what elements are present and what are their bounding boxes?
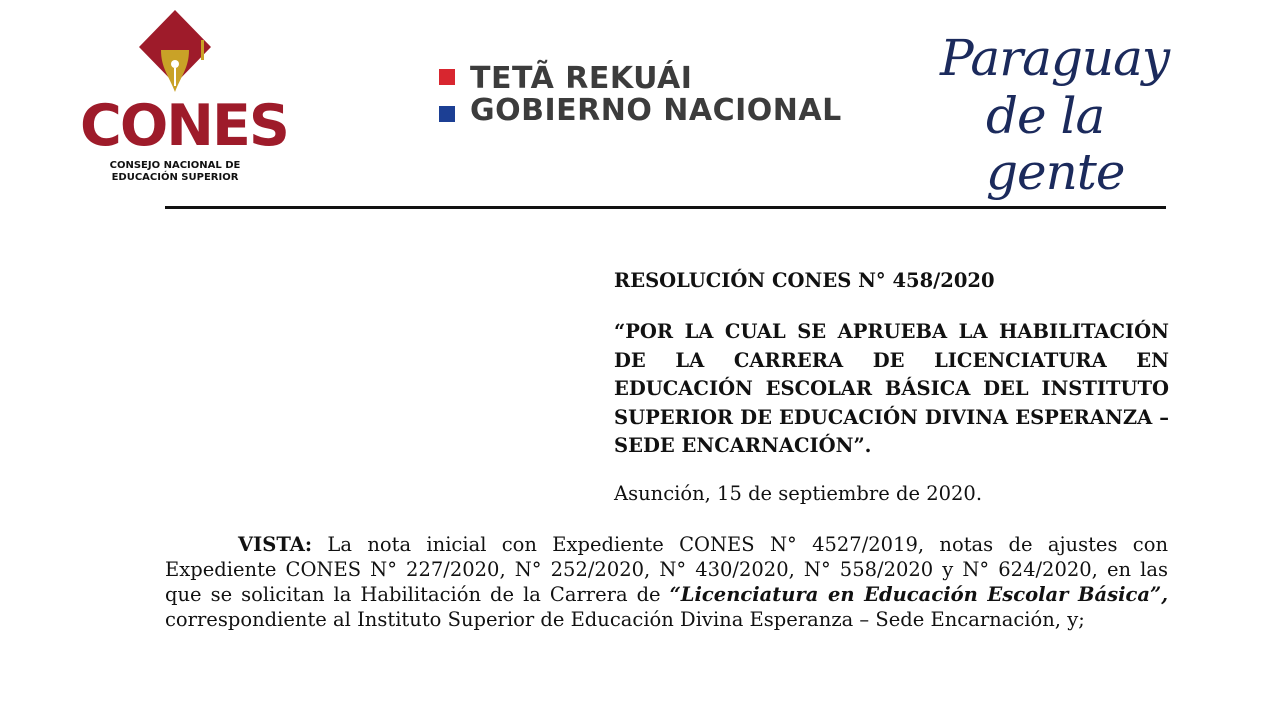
government-logo-line2: GOBIERNO NACIONAL bbox=[470, 93, 842, 128]
resolution-subject: “POR LA CUAL SE APRUEBA LA HABILITACIÓN DE LA CARRERA DE LICENCIATURA EN EDUCACIÓN ESCOLAR BÁSICA DEL INSTITUTO SUPERIOR DE EDUCACIÓN DIVINA ESPERANZA – SEDE ENCARNACIÓN”. bbox=[614, 320, 1169, 457]
vista-text-after: correspondiente al Instituto Superior de Educación Divina Esperanza – Sede Encarnación, y; bbox=[165, 608, 1085, 631]
place-date: Asunción, 15 de septiembre de 2020. bbox=[614, 482, 983, 505]
cones-logo bbox=[80, 10, 288, 185]
paraguay-logo-line2: de la gente bbox=[986, 87, 1125, 201]
blue-square-icon bbox=[439, 106, 455, 122]
cones-wordmark: CONES bbox=[80, 93, 288, 159]
government-logo-line1: TETÃ REKUÁI bbox=[470, 61, 693, 96]
vista-label: VISTA: bbox=[238, 533, 313, 556]
cones-subtitle bbox=[80, 160, 270, 184]
career-name: “Licenciatura en Educación Escolar Básica”, bbox=[669, 583, 1168, 606]
graduation-cap-icon bbox=[135, 10, 215, 92]
vista-paragraph bbox=[165, 532, 1168, 632]
cones-subtitle-line2: EDUCACIÓN SUPERIOR bbox=[111, 172, 239, 183]
government-logo bbox=[430, 62, 850, 142]
red-square-icon bbox=[439, 69, 455, 85]
cones-subtitle-line1: CONSEJO NACIONAL DE bbox=[109, 160, 241, 171]
resolution-title: RESOLUCIÓN CONES N° 458/2020 bbox=[614, 269, 995, 292]
paraguay-logo-line1: Paraguay bbox=[940, 29, 1170, 87]
paraguay-de-la-gente-logo bbox=[940, 29, 1190, 201]
vista-text-before: La nota inicial con Expediente CONES N° 4527/2019, notas de ajustes con Expediente CONES N° 227/2020, N° 252/2020, N° 430/2020, N° 558/2020 y N° 624/2020, en las que se solicitan la Habilitación de la Carrera de bbox=[165, 533, 1168, 606]
header-divider bbox=[165, 206, 1166, 209]
